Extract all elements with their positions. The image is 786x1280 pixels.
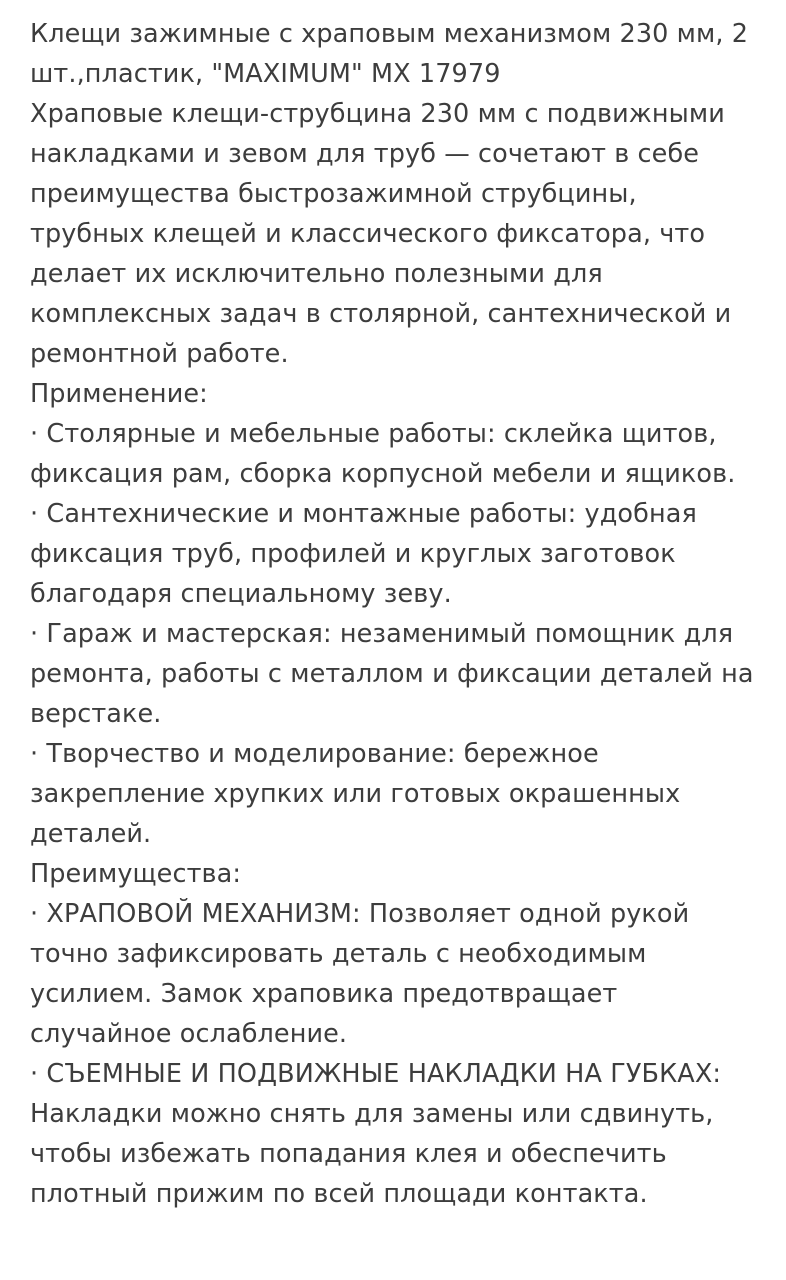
list-item: · СЪЕМНЫЕ И ПОДВИЖНЫЕ НАКЛАДКИ НА ГУБКАХ: Накладки можно снять для замены или сдвинуть, чтобы избежать попадания клея и обеспечить плотный прижим по всей площади контакта.: [30, 1059, 722, 1209]
section-heading-advantages: Преимущества:: [30, 859, 242, 889]
list-item: · Творчество и моделирование: бережное закрепление хрупких или готовых окрашенных деталей.: [30, 739, 681, 849]
section-heading-application: Применение:: [30, 379, 208, 409]
product-title: Клещи зажимные с храповым механизмом 230 мм, 2 шт.,пластик, "MAXIMUM" MX 17979: [30, 19, 749, 89]
product-description: [30, 14, 756, 1214]
list-item: · Столярные и мебельные работы: склейка щитов, фиксация рам, сборка корпусной мебели и ящиков.: [30, 419, 736, 489]
list-item: · Сантехнические и монтажные работы: удобная фиксация труб, профилей и круглых заготовок благодаря специальному зеву.: [30, 499, 697, 609]
list-item: · ХРАПОВОЙ МЕХАНИЗМ: Позволяет одной рукой точно зафиксировать деталь с необходимым усилием. Замок храповика предотвращает случайное ослабление.: [30, 899, 690, 1049]
product-intro: Храповые клещи-струбцина 230 мм с подвижными накладками и зевом для труб — сочетают в себе преимущества быстрозажимной струбцины, трубных клещей и классического фиксатора, что делает их исключительно полезными для комплексных задач в столярной, сантехнической и ремонтной работе.: [30, 99, 732, 369]
list-item: · Гараж и мастерская: незаменимый помощник для ремонта, работы с металлом и фиксации деталей на верстаке.: [30, 619, 754, 729]
